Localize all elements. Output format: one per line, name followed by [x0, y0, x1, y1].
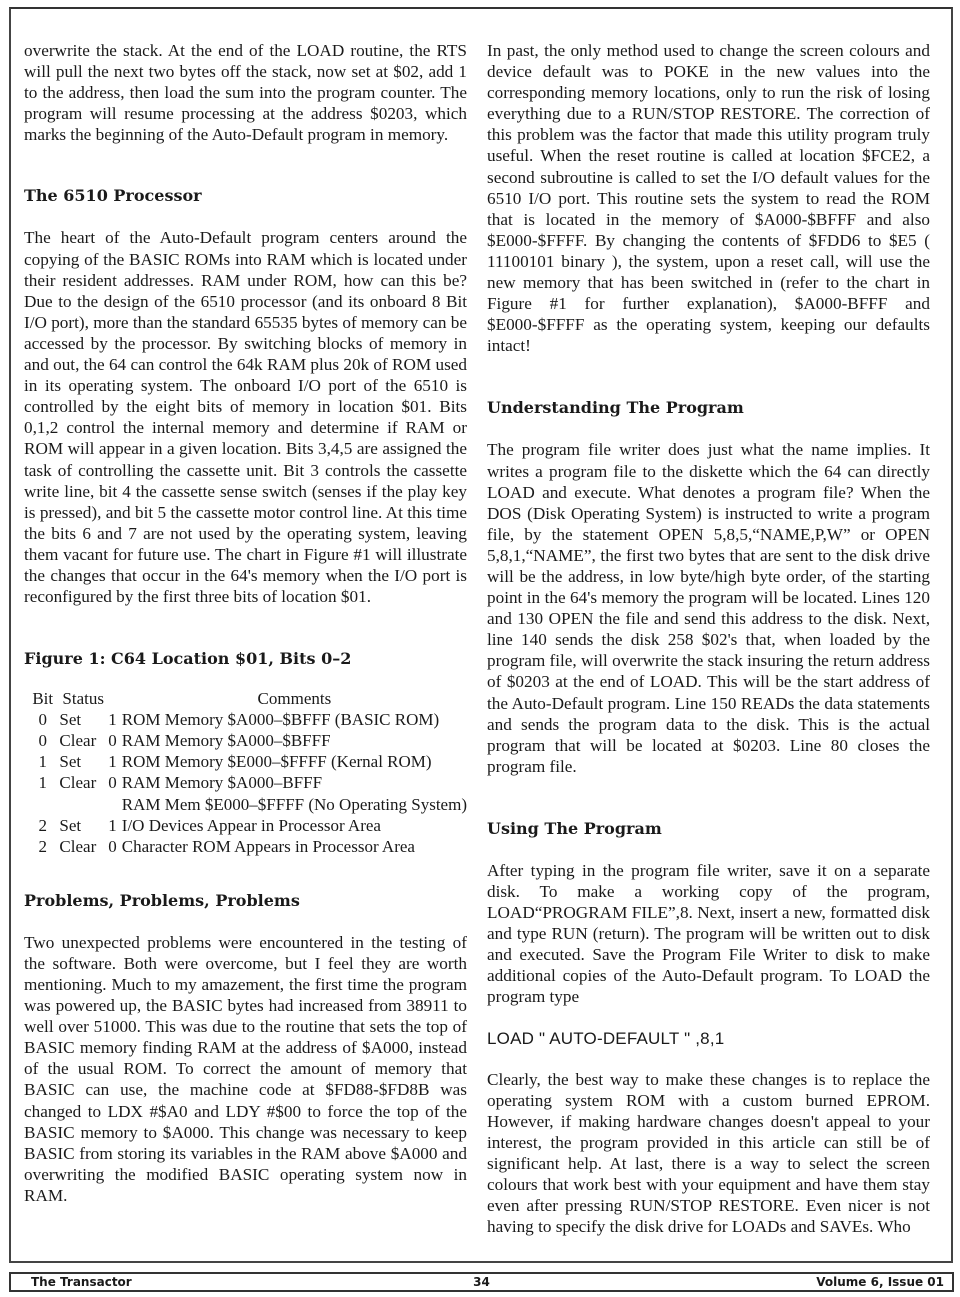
section-heading-6510: The 6510 Processor: [24, 186, 202, 206]
figure-header-row: [29, 688, 467, 709]
footer-publication: The Transactor: [31, 1275, 132, 1289]
figure-cell-value: 1: [108, 815, 117, 835]
figure-row: [29, 836, 467, 857]
figure-cell-value: 0: [108, 731, 117, 751]
footer-page-number: 34: [473, 1275, 490, 1289]
figure-cell-comment: ROM Memory $E000–$FFFF (Kernal ROM): [121, 752, 432, 772]
figure-cell-status: Set: [59, 710, 82, 730]
left-column: [24, 40, 467, 1206]
figure-cell-bit: 2: [38, 815, 47, 835]
figure-cell-bit: 1: [38, 773, 47, 793]
figure-cell-comment: RAM Memory $A000–$BFFF: [121, 731, 331, 751]
header-bit: Bit: [32, 689, 54, 709]
figure-row: [29, 730, 467, 751]
figure-cell-comment: RAM Memory $A000–BFFF: [121, 773, 323, 793]
figure-cell-bit: [29, 794, 56, 815]
figure-cell-status: Set: [59, 752, 82, 772]
figure-cell-value: 1: [108, 710, 117, 730]
figure-row: [29, 815, 467, 836]
figure-cell-value: 0: [108, 836, 117, 856]
figure-cell-value: [104, 794, 121, 815]
figure-table: [29, 688, 467, 857]
figure-cell-status: Clear: [59, 731, 97, 751]
paragraph-problems: Two unexpected problems were encountered in the testing of the software. Both were overcome, but I feel they are worth mentioning. Much to my amazement, the first time the program was powered up, the BASIC bytes had increased from 38911 to well over 51000. This was due to the routine that sets the top of BASIC memory finding RAM at the address of $A000, instead of the usual ROM. To correct the amount of memory that BASIC can use, the machine code at $FD88-$FD8B was changed to LDX #$A0 and LDY #$00 to force the top of the BASIC memory to $A000. This change was necessary to keep BASIC from storing its variables in the RAM above $A000 and overwriting the modified BASIC operating system now in RAM.: [24, 932, 467, 1205]
figure-row: [29, 794, 467, 815]
section-heading-using: Using The Program: [487, 818, 662, 838]
section-heading-understanding: Understanding The Program: [487, 398, 744, 418]
figure-title: Figure 1: C64 Location $01, Bits 0–2: [24, 649, 352, 669]
figure-cell-comment: Character ROM Appears in Processor Area: [121, 836, 415, 856]
page-footer: [9, 1272, 954, 1292]
figure-cell-status: Clear: [59, 836, 97, 856]
figure-cell-bit: 0: [38, 731, 47, 751]
header-status: Status: [62, 689, 104, 709]
figure-cell-value: 1: [108, 752, 117, 772]
figure-cell-status: Set: [59, 815, 82, 835]
paragraph-closing: Clearly, the best way to make these changes is to replace the operating system ROM with a custom burned EPROM. However, if making hardware changes doesn't appeal to your interest, the program provided in this article can still be of significant help. At last, there is a way to select the screen colours that work best with your equipment and have them stay even after pressing RUN/STOP RESTORE. Even nicer is not having to specify the disk drive for LOADs and SAVEs. Who: [487, 1069, 930, 1237]
section-heading-problems: Problems, Problems, Problems: [24, 890, 300, 910]
right-column: [487, 40, 930, 1237]
figure-row: [29, 709, 467, 730]
intro-paragraph-right: In past, the only method used to change the screen colours and device default was to POKE in the new values into the corresponding memory locations, only to run the risk of losing everything due to a RUN/STOP RESTORE. The correction of this problem was the factor that made this utility program truly useful. When the reset routine is called at location $FCE2, a second subroutine is called to set the I/O default values for the 6510 I/O port. This routine sets the system to read the ROM that is located in the memory of $A000-$BFFF and also $E000-$FFFF. By changing the contents of $FDD6 to $E5 ( 11100101 binary ), the system, upon a reset call, will use the new memory that has been switched in (refer to the chart in Figure #1 for further explanation), $A000-BFFF and $E000-$FFFF as the operating system, keeping our defaults intact!: [487, 41, 930, 356]
figure-cell-bit: 2: [38, 836, 47, 856]
figure-cell-value: 0: [108, 773, 117, 793]
figure-cell-status: Clear: [59, 773, 97, 793]
figure-cell-comment: ROM Memory $A000–$BFFF (BASIC ROM): [121, 710, 440, 730]
figure-row: [29, 751, 467, 772]
paragraph-using: After typing in the program file writer, save it on a separate disk. To make a working copy of the program, LOAD“PROGRAM FILE”,8. Next, insert a new, formatted disk and type RUN (return). The program will be written out to disk and executed. Save the Program File Writer to disk to make additional copies of the Auto-Default program. To LOAD the program type: [487, 860, 930, 1007]
intro-paragraph: overwrite the stack. At the end of the LOAD routine, the RTS will pull the next two bytes off the stack, now set at $02, add 1 to the address, then load the sum into the program counter. The program will resume processing at the address $0203, which marks the beginning of the Auto-Default program in memory.: [24, 41, 467, 145]
figure-cell-bit: 0: [38, 710, 47, 730]
figure-cell-bit: 1: [38, 752, 47, 772]
footer-issue: Volume 6, Issue 01: [816, 1275, 944, 1289]
figure-cell-comment: I/O Devices Appear in Processor Area: [121, 815, 381, 835]
paragraph-6510: The heart of the Auto-Default program centers around the copying of the BASIC ROMs into RAM which is located under their resident addresses. RAM under ROM, how can this be? Due to the design of the 6510 processor (and its onboard 8 Bit I/O port), more than the standard 65535 bytes of memory can be accessed by the processor. By switching blocks of memory in and out, the 64 can control the 64k RAM plus 20k of ROM used in its operating system. The onboard I/O port of the 6510 is controlled by the eight bits of memory in location $01. Bits 0,1,2 control the internal memory and determine if RAM or ROM will appear in a given location. Bits 3,4,5 are assigned the task of controlling the cassette unit. Bit 3 controls the cassette write line, bit 4 the cassette sense switch (senses if the play key is pressed), and bit 5 the cassette motor control line. At this time the bits 6 and 7 are not used by the operating system, leaving them vacant for future use. The chart in Figure #1 will illustrate the changes that occur in the 64's memory when the I/O port is reconfigured by the first three bits of location $01.: [24, 228, 468, 607]
figure-cell-comment: RAM Mem $E000–$FFFF (No Operating System): [121, 794, 467, 814]
load-command: LOAD " AUTO-DEFAULT " ,8,1: [487, 1028, 725, 1048]
paragraph-understanding: The program file writer does just what the name implies. It writes a program file to the diskette which the 64 can directly LOAD and execute. What denotes a program file? When the DOS (Disk Operating System) is instructed to write a program file, by the statement OPEN 5,8,5,“NAME,P,W” or OPEN 5,8,1,“NAME”, the first two bytes that are sent to the disk drive will be the address, in low byte/high byte order, of the starting point in the 64's memory the program will be located. Lines 120 and 130 OPEN the file and send this address to the disk. Next, line 140 sends the disk 258 $02's that, when loaded by the program file, will overwrite the stack insuring the return address of $0203 at the end of LOAD. This will be the start address of the Auto-Default program. Line 150 READs the data statements and sends the program data to the disk. This is the actual program that will be located at $0203. Line 80 closes the program file.: [487, 440, 930, 776]
figure-row: [29, 772, 467, 793]
figure-cell-status: [56, 794, 104, 815]
header-comments: Comments: [257, 689, 332, 709]
